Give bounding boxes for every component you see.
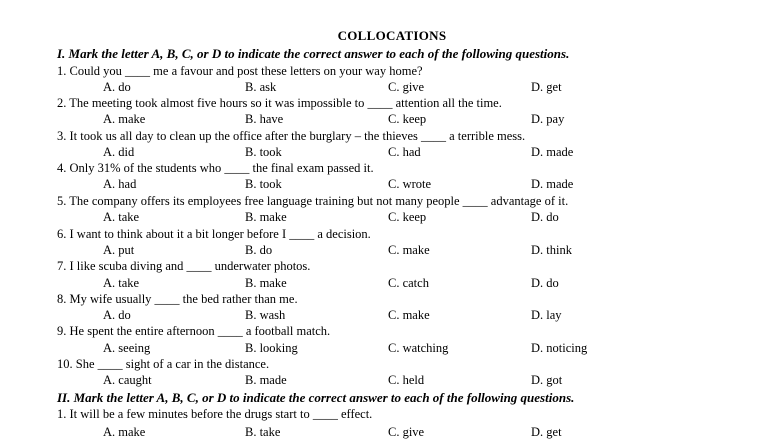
question-10-option-c: C. held: [388, 373, 425, 387]
question-5-option-b: B. make: [245, 210, 287, 224]
question-5: 5. The company offers its employees free language training but not many people ____ advantage of it.: [57, 194, 569, 208]
question-8-option-d: D. lay: [531, 308, 562, 322]
question-6-option-b: B. do: [245, 243, 273, 257]
question-1-option-a: A. do: [103, 80, 131, 94]
document-title: COLLOCATIONS: [337, 28, 447, 43]
question-2-option-a: A. make: [103, 112, 146, 126]
question-2-option-b: B. have: [245, 112, 284, 126]
question-9-option-b: B. looking: [245, 341, 298, 355]
question-9-option-c: C. watching: [388, 341, 449, 355]
question-6-option-c: C. make: [388, 243, 430, 257]
question-8-option-b: B. wash: [245, 308, 286, 322]
question-7-option-a: A. take: [103, 276, 140, 290]
question-4-option-b: B. took: [245, 177, 282, 191]
section-2-instruction: II. Mark the letter A, B, C, or D to indicate the correct answer to each of the following questions.: [57, 390, 575, 405]
question-4-option-a: A. had: [103, 177, 137, 191]
question-3: 3. It took us all day to clean up the office after the burglary – the thieves ____ a terrible mess.: [57, 129, 526, 143]
question-7-option-b: B. make: [245, 276, 287, 290]
question-8: 8. My wife usually ____ the bed rather than me.: [57, 292, 298, 306]
section-2-question-1: 1. It will be a few minutes before the drugs start to ____ effect.: [57, 407, 373, 421]
question-3-option-b: B. took: [245, 145, 282, 159]
section-2-question-1-option-b: B. take: [245, 425, 281, 439]
question-2-option-c: C. keep: [388, 112, 427, 126]
section-2-question-1-option-d: D. get: [531, 425, 562, 439]
section-2-question-1-option-c: C. give: [388, 425, 425, 439]
question-1: 1. Could you ____ me a favour and post these letters on your way home?: [57, 64, 423, 78]
question-6-option-a: A. put: [103, 243, 135, 257]
question-10-option-a: A. caught: [103, 373, 152, 387]
question-1-option-b: B. ask: [245, 80, 277, 94]
question-3-option-d: D. made: [531, 145, 574, 159]
question-9-option-d: D. noticing: [531, 341, 588, 355]
question-5-option-a: A. take: [103, 210, 140, 224]
question-2-option-d: D. pay: [531, 112, 565, 126]
question-10-option-b: B. made: [245, 373, 287, 387]
section-2-question-1-option-a: A. make: [103, 425, 146, 439]
question-10-option-d: D. got: [531, 373, 563, 387]
question-3-option-c: C. had: [388, 145, 421, 159]
question-7: 7. I like scuba diving and ____ underwater photos.: [57, 259, 311, 273]
question-6-option-d: D. think: [531, 243, 572, 257]
question-7-option-c: C. catch: [388, 276, 429, 290]
question-1-option-c: C. give: [388, 80, 425, 94]
question-7-option-d: D. do: [531, 276, 559, 290]
question-2: 2. The meeting took almost five hours so it was impossible to ____ attention all the time.: [57, 96, 502, 110]
question-3-option-a: A. did: [103, 145, 135, 159]
question-8-option-a: A. do: [103, 308, 131, 322]
question-5-option-c: C. keep: [388, 210, 427, 224]
question-9: 9. He spent the entire afternoon ____ a football match.: [57, 324, 331, 338]
question-4-option-d: D. made: [531, 177, 574, 191]
question-8-option-c: C. make: [388, 308, 430, 322]
question-9-option-a: A. seeing: [103, 341, 151, 355]
question-1-option-d: D. get: [531, 80, 562, 94]
question-4-option-c: C. wrote: [388, 177, 432, 191]
section-1-instruction: I. Mark the letter A, B, C, or D to indicate the correct answer to each of the following questions.: [57, 46, 570, 61]
question-6: 6. I want to think about it a bit longer before I ____ a decision.: [57, 227, 371, 241]
question-4: 4. Only 31% of the students who ____ the final exam passed it.: [57, 161, 374, 175]
question-5-option-d: D. do: [531, 210, 559, 224]
question-10: 10. She ____ sight of a car in the distance.: [57, 357, 270, 371]
